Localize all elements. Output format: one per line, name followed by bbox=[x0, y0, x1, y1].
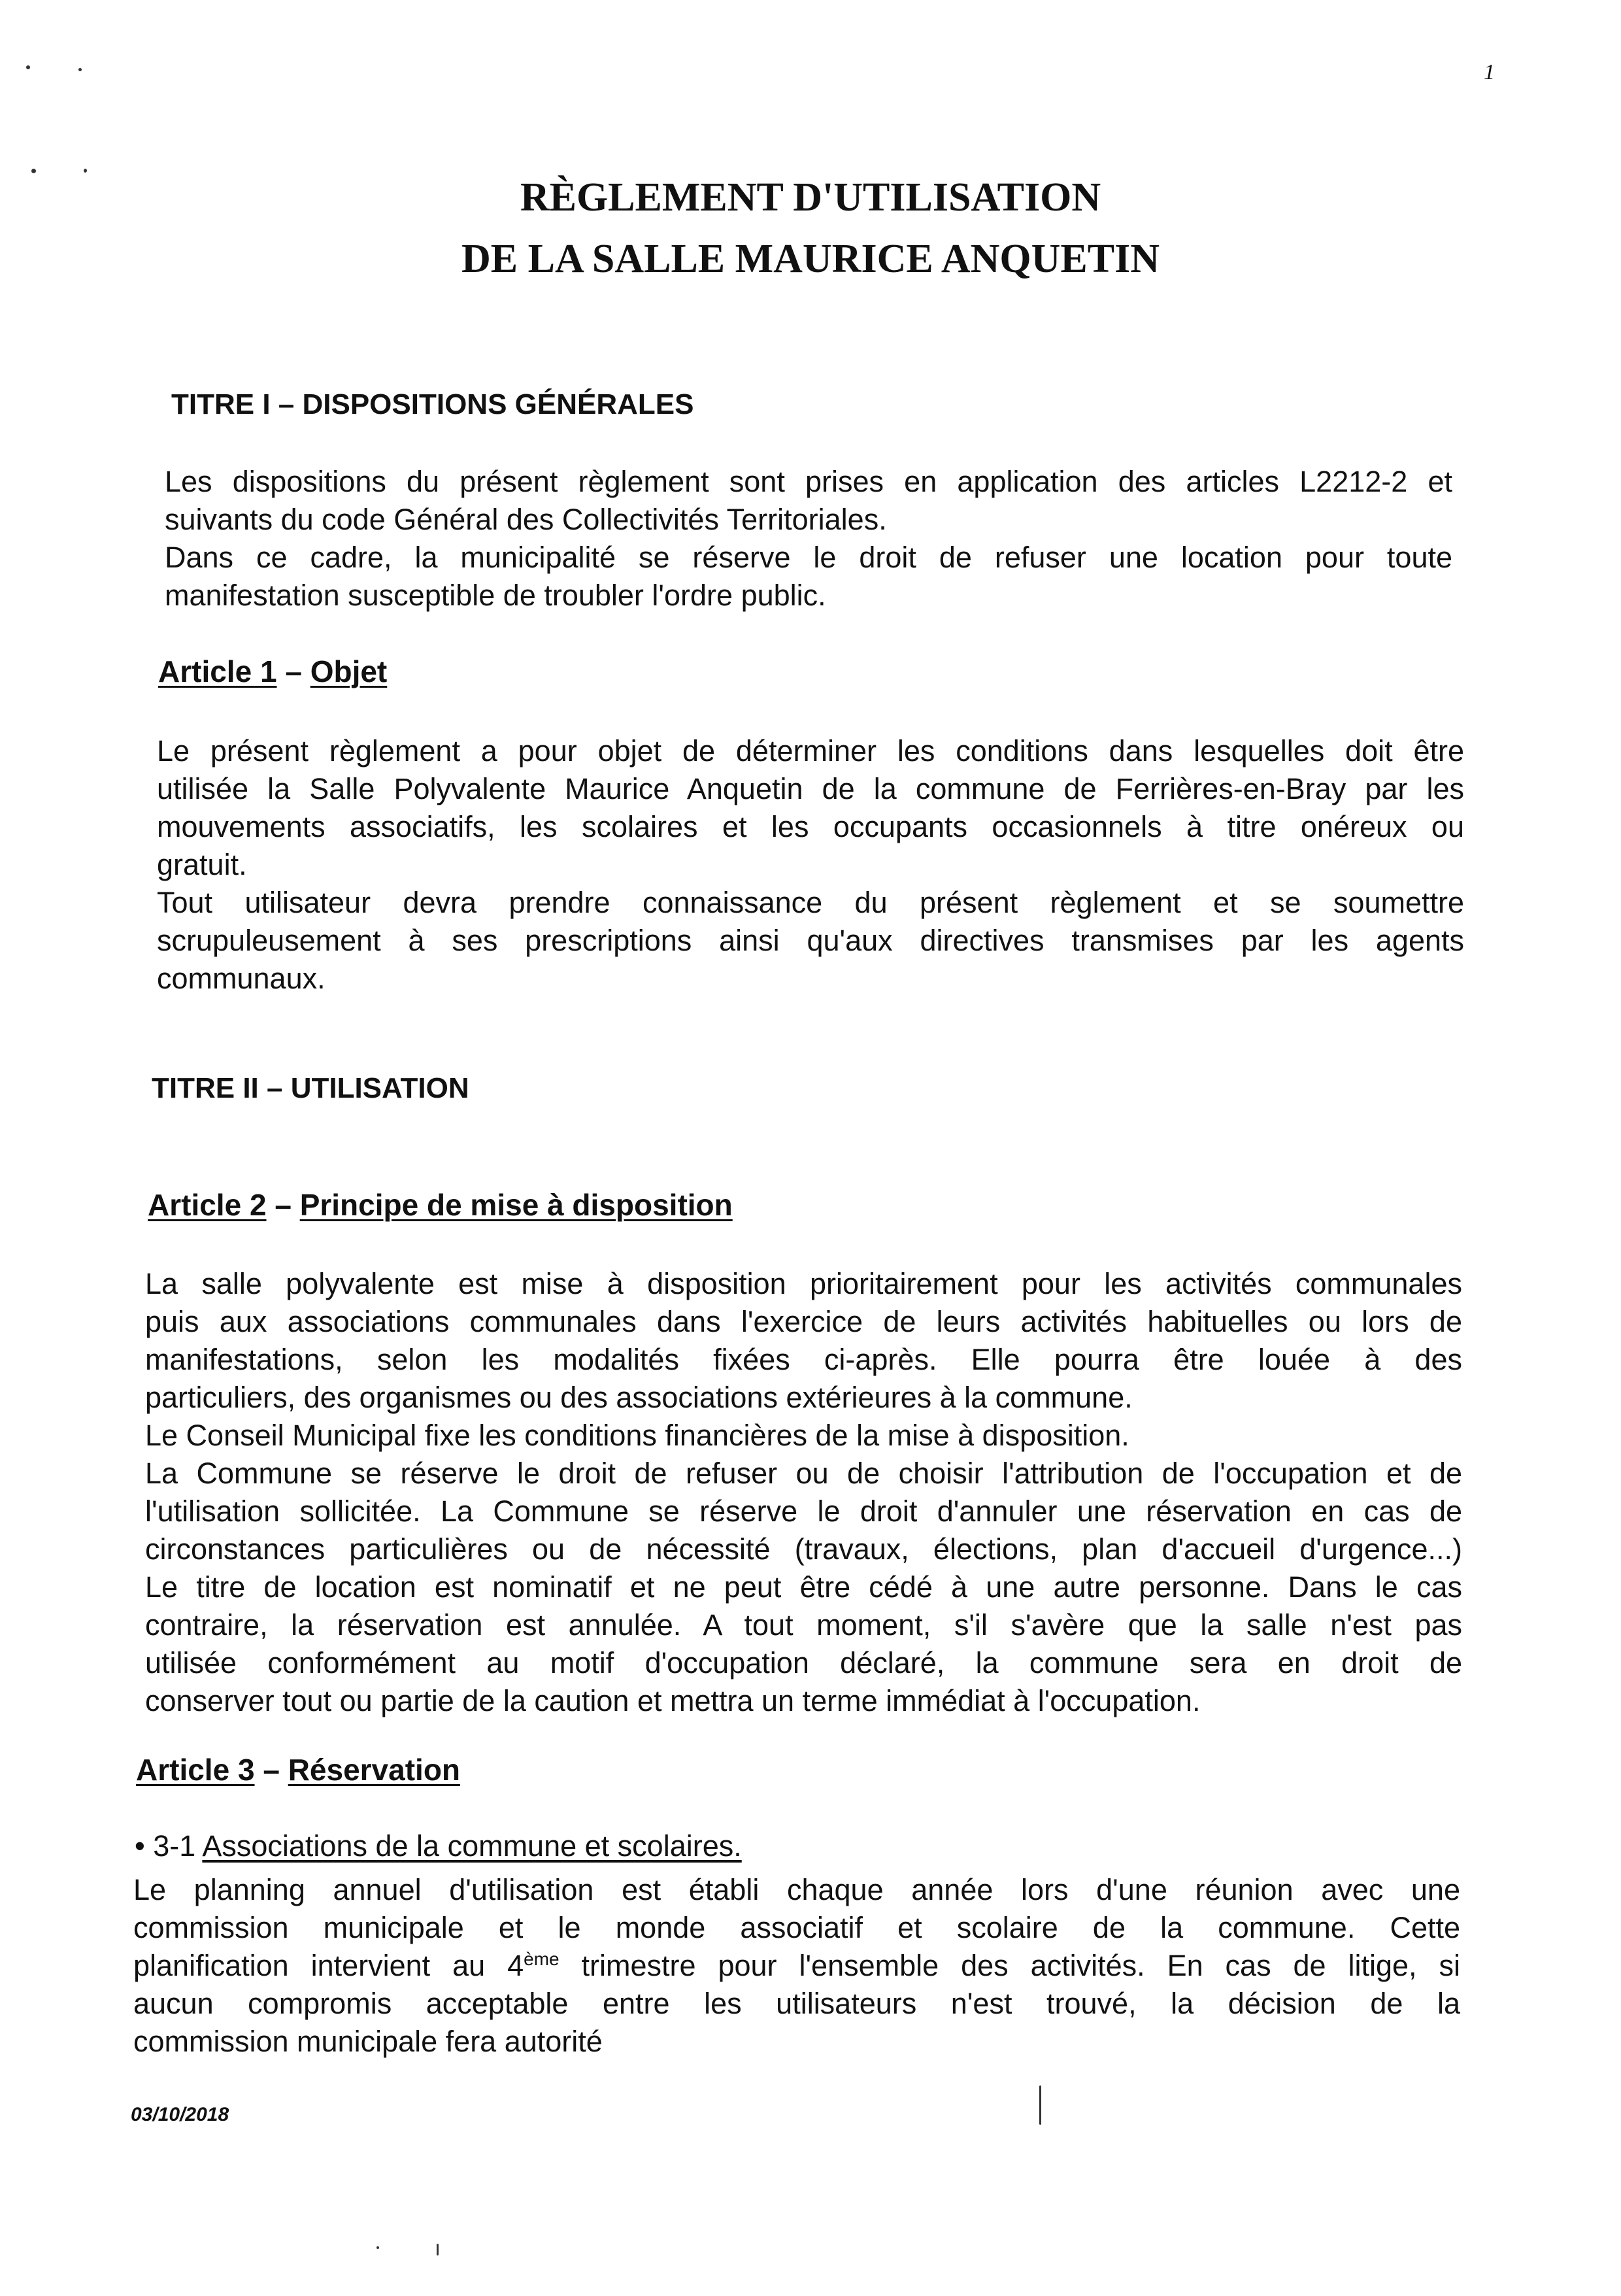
text-fragment: planification intervient au 4 bbox=[133, 1949, 524, 1982]
text-line: Le titre de location est nominatif et ne peut être cédé à une autre personne. Dans le cas bbox=[145, 1570, 1462, 1604]
titre-1-paragraph bbox=[165, 463, 1452, 615]
text-line: manifestations, selon les modalités fixées ci-après. Elle pourra être louée à des bbox=[145, 1343, 1462, 1376]
scan-speck bbox=[84, 169, 87, 173]
article-title: Réservation bbox=[288, 1753, 461, 1787]
text-line: utilisée conformément au motif d'occupation déclaré, la commune sera en droit de bbox=[145, 1646, 1462, 1680]
section-heading-titre-1: TITRE I – DISPOSITIONS GÉNÉRALES bbox=[171, 388, 694, 420]
bullet: • bbox=[135, 1829, 145, 1863]
sub-title: Associations de la commune et scolaires. bbox=[202, 1829, 742, 1863]
text-line: commission municipale et le monde associatif et scolaire de la commune. Cette bbox=[133, 1911, 1460, 1944]
section-heading-titre-2: TITRE II – UTILISATION bbox=[152, 1072, 469, 1104]
text-line: Tout utilisateur devra prendre connaissance du présent règlement et se soumettre bbox=[157, 886, 1464, 919]
text-line: Le planning annuel d'utilisation est établi chaque année lors d'une réunion avec une bbox=[133, 1873, 1460, 1906]
text-line: puis aux associations communales dans l'exercice de leurs activités habituelles ou lors de bbox=[145, 1305, 1462, 1338]
text-line: contraire, la réservation est annulée. A tout moment, s'il s'avère que la salle n'est pas bbox=[145, 1608, 1462, 1642]
text-line: suivants du code Général des Collectivités Territoriales. bbox=[165, 503, 887, 536]
text-line: La Commune se réserve le droit de refuser ou de choisir l'attribution de l'occupation et de bbox=[145, 1457, 1462, 1490]
text-line bbox=[133, 1947, 1460, 1985]
text-line: manifestation susceptible de troubler l'ordre public. bbox=[165, 579, 826, 612]
article-1-paragraph bbox=[157, 732, 1464, 998]
article-dash: – bbox=[263, 1753, 280, 1787]
document-title bbox=[0, 167, 1621, 290]
scan-speck bbox=[78, 68, 82, 71]
scan-speck bbox=[376, 2246, 379, 2249]
scan-speck bbox=[31, 169, 36, 173]
page-number: 1 bbox=[1484, 60, 1495, 84]
text-fragment: trimestre pour l'ensemble des activités. En cas de litige, si bbox=[581, 1949, 1460, 1982]
text-line: utilisée la Salle Polyvalente Maurice Anquetin de la commune de Ferrières-en-Bray par les bbox=[157, 772, 1464, 805]
article-label: Article 3 bbox=[136, 1753, 255, 1787]
article-3-1-heading bbox=[135, 1829, 742, 1863]
ordinal-suffix: ème bbox=[524, 1949, 560, 1969]
text-line: La salle polyvalente est mise à disposition prioritairement pour les activités communales bbox=[145, 1267, 1462, 1300]
footer-date: 03/10/2018 bbox=[131, 2104, 229, 2125]
text-line: scrupuleusement à ses prescriptions ainsi qu'aux directives transmises par les agents bbox=[157, 924, 1464, 957]
article-2-paragraph bbox=[145, 1265, 1462, 1720]
sub-number: 3-1 bbox=[153, 1829, 196, 1863]
article-1-heading bbox=[158, 654, 387, 689]
article-3-paragraph bbox=[133, 1871, 1460, 2061]
text-line: Le Conseil Municipal fixe les conditions financières de la mise à disposition. bbox=[145, 1419, 1129, 1452]
text-line: Le présent règlement a pour objet de déterminer les conditions dans lesquelles doit être bbox=[157, 734, 1464, 768]
article-label: Article 1 bbox=[158, 654, 277, 688]
text-line: aucun compromis acceptable entre les utilisateurs n'est trouvé, la décision de la bbox=[133, 1987, 1460, 2020]
text-line: Les dispositions du présent règlement sont prises en application des articles L2212-2 et bbox=[165, 465, 1452, 498]
text-line: mouvements associatifs, les scolaires et les occupants occasionnels à titre onéreux ou bbox=[157, 810, 1464, 843]
scan-mark bbox=[1039, 2085, 1041, 2125]
text-line: l'utilisation sollicitée. La Commune se réserve le droit d'annuler une réservation en cas de bbox=[145, 1494, 1462, 1528]
title-line-2: DE LA SALLE MAURICE ANQUETIN bbox=[461, 237, 1160, 281]
text-line: commission municipale fera autorité bbox=[133, 2025, 603, 2058]
article-dash: – bbox=[285, 654, 302, 688]
title-line-1: RÈGLEMENT D'UTILISATION bbox=[520, 175, 1101, 220]
text-line: conserver tout ou partie de la caution et mettra un terme immédiat à l'occupation. bbox=[145, 1684, 1201, 1717]
text-line: gratuit. bbox=[157, 848, 247, 881]
article-3-heading bbox=[136, 1752, 460, 1787]
text-line: circonstances particulières ou de nécessité (travaux, élections, plan d'accueil d'urgence...) bbox=[145, 1532, 1462, 1566]
text-line: Dans ce cadre, la municipalité se réserve le droit de refuser une location pour toute bbox=[165, 541, 1452, 574]
article-title: Objet bbox=[310, 654, 388, 688]
text-line: particuliers, des organismes ou des associations extérieures à la commune. bbox=[145, 1381, 1133, 1414]
article-dash: – bbox=[275, 1188, 292, 1222]
text-line: communaux. bbox=[157, 962, 326, 995]
article-2-heading bbox=[148, 1187, 733, 1223]
article-title: Principe de mise à disposition bbox=[299, 1188, 733, 1222]
scan-mark bbox=[437, 2244, 439, 2255]
scan-speck bbox=[26, 65, 30, 69]
article-label: Article 2 bbox=[148, 1188, 267, 1222]
